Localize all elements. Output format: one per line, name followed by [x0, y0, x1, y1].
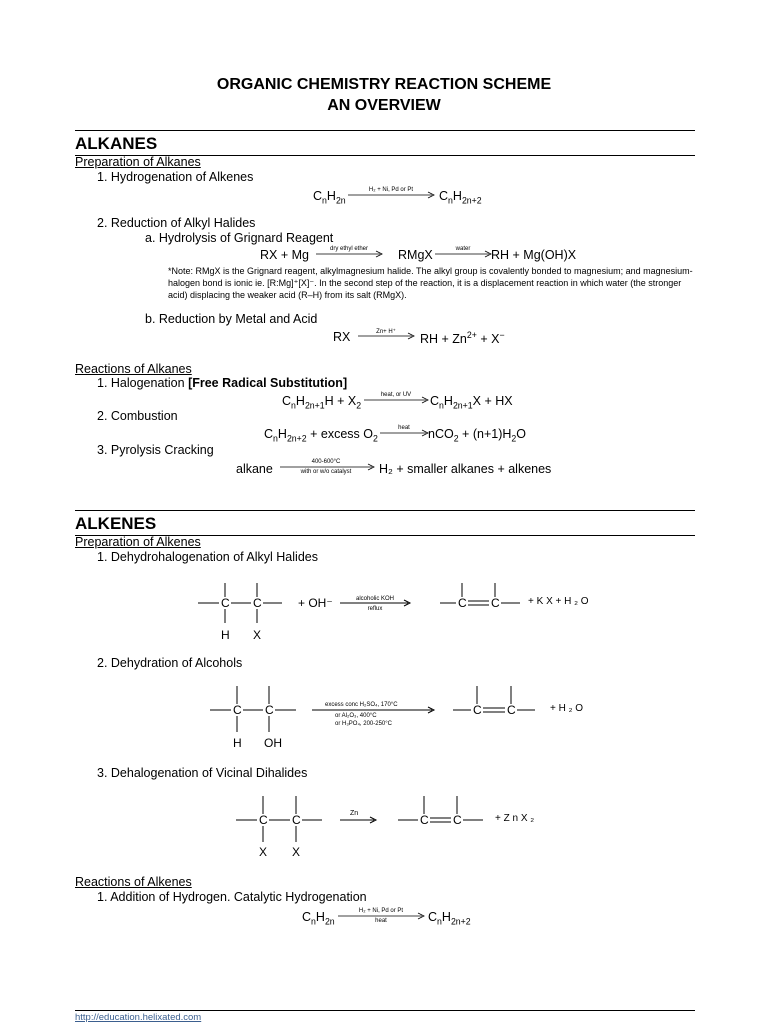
- carbon-atom: C: [253, 596, 262, 610]
- hydrogen-atom: H: [221, 628, 230, 642]
- reaction-condition: or Al₂O₃, 400°C: [335, 713, 377, 719]
- prep-alkanes-item-2b: b. Reduction by Metal and Acid: [145, 312, 318, 326]
- reaction-condition: or H₃PO₄, 200-250°C: [335, 721, 392, 727]
- equation-product: RH + $Zn^{2+} + X^-$: [420, 330, 505, 347]
- byproducts: + H ₂ O: [550, 703, 584, 714]
- byproducts: + K X + H ₂ O: [528, 596, 589, 607]
- divider: [75, 510, 695, 511]
- reaction-arrow: [316, 249, 384, 259]
- reaction-condition: Zn+ H⁺: [376, 329, 396, 335]
- equation-catalytic-hydrogenation: $C_nH_{2n}$: [302, 910, 335, 927]
- reaction-condition: reflux: [367, 606, 383, 612]
- reaction-arrow: [358, 331, 416, 341]
- halogen-atom: X: [253, 628, 262, 642]
- reaction-condition: heat: [375, 918, 387, 924]
- carbon-atom: C: [453, 813, 462, 827]
- carbon-atom: C: [233, 703, 242, 717]
- divider: [75, 1010, 695, 1011]
- reaction-arrow: [364, 395, 430, 405]
- carbon-atom: C: [292, 813, 301, 827]
- prep-alkenes-heading: Preparation of Alkenes: [75, 535, 201, 549]
- equation-cracking-reactant: alkane: [236, 462, 273, 476]
- section-alkenes-heading: ALKENES: [75, 514, 157, 533]
- equation-reduction: RX: [333, 330, 351, 344]
- prep-alkenes-item-1: 1. Dehydrohalogenation of Alkyl Halides: [97, 550, 318, 564]
- reaction-condition: excess conc H₂SO₄, 170°C: [325, 702, 398, 708]
- prep-alkanes-heading: Preparation of Alkanes: [75, 155, 201, 169]
- carbon-atom: C: [473, 703, 482, 717]
- reactions-alkenes-item-1: 1. Addition of Hydrogen. Catalytic Hydrogenation: [97, 890, 367, 904]
- prep-alkenes-item-2: 2. Dehydration of Alcohols: [97, 656, 243, 670]
- reaction-condition: Zn: [350, 810, 359, 817]
- reaction-condition: heat: [398, 425, 410, 431]
- equation-product: RH + Mg(OH)X: [491, 248, 577, 262]
- carbon-atom: C: [458, 596, 467, 610]
- carbon-atom: C: [507, 703, 516, 717]
- reactions-alkanes-item-3: 3. Pyrolysis Cracking: [97, 443, 214, 457]
- halogen-atom: X: [292, 845, 301, 859]
- reaction-arrow: [348, 190, 436, 200]
- reaction-condition: dry ethyl ether: [329, 246, 369, 252]
- prep-alkanes-item-2a: a. Hydrolysis of Grignard Reagent: [145, 231, 334, 245]
- reaction-condition: with or w/o catalyst: [300, 469, 352, 475]
- footer-link[interactable]: http://education.helixated.com: [75, 1012, 202, 1023]
- equation-product: $C_nH_{2n+2}$: [428, 910, 471, 927]
- equation-combustion: $C_nH_{2n+2}$ + excess $O_2$: [264, 427, 378, 444]
- dehydration-scheme: [200, 680, 600, 750]
- carbon-atom: C: [259, 813, 268, 827]
- dehalogenation-scheme: [230, 792, 530, 854]
- reaction-condition: heat, or UV: [380, 392, 412, 398]
- carbon-atom: C: [491, 596, 500, 610]
- reactions-alkanes-item-1: [97, 376, 347, 390]
- carbon-atom: C: [265, 703, 274, 717]
- reaction-condition: H₂ + Ni, Pd or Pt: [368, 187, 414, 193]
- equation-intermediate: RMgX: [398, 248, 433, 262]
- halogenation-label: 1. Halogenation: [97, 376, 185, 390]
- halogenation-mechanism: [Free Radical Substitution]: [188, 376, 348, 390]
- equation-cracking-product: H₂ + smaller alkanes + alkenes: [379, 462, 552, 476]
- reagent-hydroxide: + OH⁻: [298, 596, 333, 610]
- equation-hydrogenation: $C_nH_{2n}$: [313, 189, 346, 206]
- halogen-atom: X: [259, 845, 268, 859]
- grignard-note: *Note: RMgX is the Grignard reagent, alkylmagnesium halide. The alkyl group is covalently bonded to magnesium; and magnesium-halogen bond is ionic ie. [R:Mg]⁺[X]⁻. In the second step of the reaction, it is a displacement reaction in which water (the stronger acid) displacing the weaker acid (R–H) from its salt (RMgX).: [168, 266, 693, 300]
- equation-product: $nCO_2 + (n+1)H_2O$: [428, 427, 526, 444]
- reactions-alkanes-item-2: 2. Combustion: [97, 409, 178, 423]
- equation-product: $C_nH_{2n+2}$: [439, 189, 482, 206]
- reactions-alkenes-heading: Reactions of Alkenes: [75, 875, 192, 889]
- page-title: ORGANIC CHEMISTRY REACTION SCHEME: [216, 76, 552, 93]
- equation-product: $C_nH_{2n+1}X$ + HX: [430, 394, 513, 411]
- divider: [75, 130, 695, 131]
- equation-halogenation: $C_nH_{2n+1}H + X_2$: [282, 394, 362, 411]
- reaction-condition: water: [455, 246, 471, 252]
- reaction-condition: H₂ + Ni, Pd or Pt: [358, 908, 404, 914]
- reaction-condition: 400-600°C: [311, 459, 341, 465]
- prep-alkanes-item-2: 2. Reduction of Alkyl Halides: [97, 216, 256, 230]
- byproducts: + Z n X ₂: [495, 813, 535, 824]
- hydroxyl-group: OH: [264, 736, 282, 750]
- carbon-atom: C: [420, 813, 429, 827]
- page-subtitle: AN OVERVIEW: [327, 97, 441, 114]
- reaction-condition: alcoholic KOH: [355, 596, 394, 602]
- reaction-arrow: [380, 428, 430, 438]
- hydrogen-atom: H: [233, 736, 242, 750]
- section-alkanes-heading: ALKANES: [75, 134, 158, 153]
- carbon-atom: C: [221, 596, 230, 610]
- reaction-arrow: [435, 249, 493, 259]
- reactions-alkanes-heading: Reactions of Alkanes: [75, 362, 192, 376]
- prep-alkenes-item-3: 3. Dehalogenation of Vicinal Dihalides: [97, 766, 308, 780]
- prep-alkanes-item-1: 1. Hydrogenation of Alkenes: [97, 170, 254, 184]
- equation-grignard: RX + Mg: [260, 248, 309, 262]
